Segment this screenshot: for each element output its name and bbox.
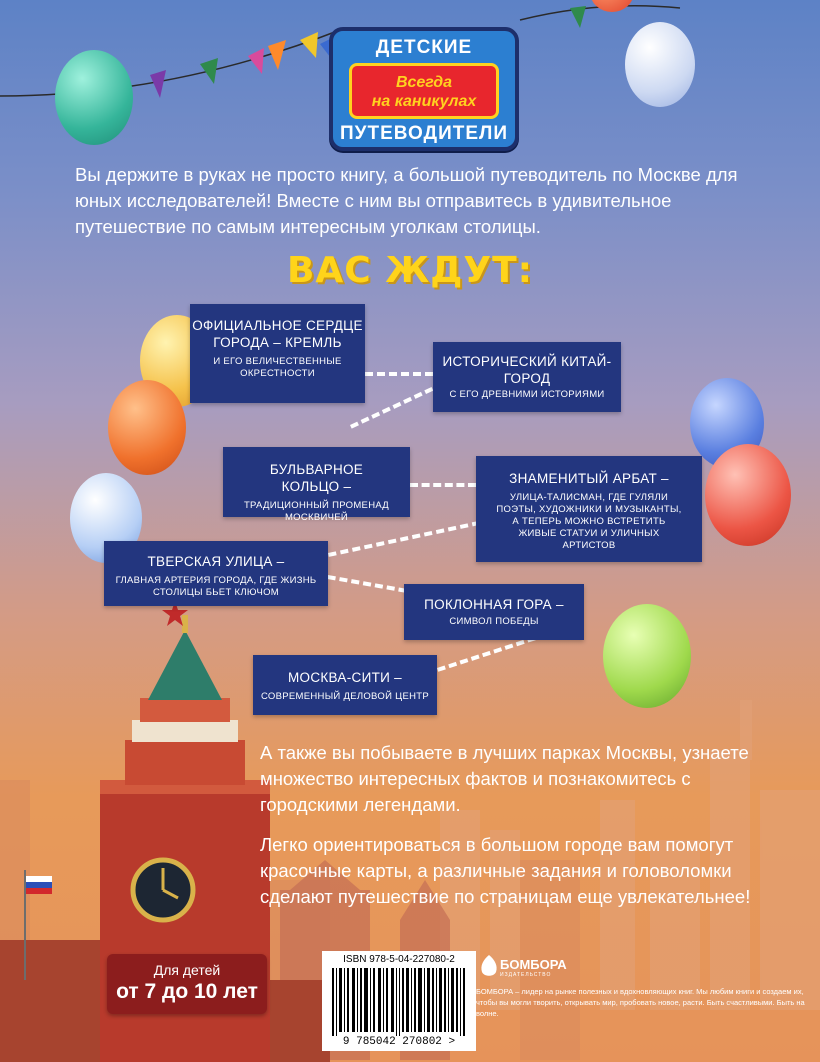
destination-desc: И ЕГО ВЕЛИЧЕСТВЕННЫЕ ОКРЕСТНОСТИ bbox=[213, 356, 342, 379]
connector-dash bbox=[328, 521, 480, 557]
destination-title: ПОКЛОННАЯ ГОРА – bbox=[424, 597, 564, 612]
destination-desc: ГЛАВНАЯ АРТЕРИЯ ГОРОДА, ГДЕ ЖИЗНЬ СТОЛИЦЫ БЬЕТ КЛЮЧОМ bbox=[115, 575, 317, 598]
logo-line1: Всегда bbox=[395, 74, 453, 91]
destination-desc: СИМВОЛ ПОБЕДЫ bbox=[449, 616, 539, 627]
isbn-barcode bbox=[322, 951, 476, 1051]
publisher-description: БОМБОРА – лидер на рынке полезных и вдохновляющих книг. Мы любим книги и создаем их, чтобы вы могли творить, открывать мир, пробовать новое, расти. Быть счастливыми. Быть на волне. bbox=[476, 987, 805, 1018]
destination-title: ЗНАМЕНИТЫЙ АРБАТ – bbox=[509, 471, 669, 486]
publisher-title: БОМБОРА bbox=[500, 957, 567, 972]
destination-title: МОСКВА-СИТИ – bbox=[288, 670, 402, 685]
paragraph-maps: Легко ориентироваться в большом городе вам помогут красочные карты, а различные задания и головоломки сделают путешествие по страницам еще увлекательнее! bbox=[260, 834, 751, 907]
balloon-red-icon bbox=[705, 444, 791, 546]
publisher-logo-icon bbox=[478, 954, 500, 980]
destination-kremlin bbox=[190, 304, 365, 403]
logo-line2: на каникулах bbox=[371, 93, 477, 110]
logo-inner-badge bbox=[349, 63, 499, 119]
destination-desc: СОВРЕМЕННЫЙ ДЕЛОВОЙ ЦЕНТР bbox=[260, 691, 430, 702]
age-line1: Для детей bbox=[153, 962, 221, 978]
destination-title: ТВЕРСКАЯ УЛИЦА – bbox=[147, 554, 285, 569]
connector-dash bbox=[410, 483, 476, 487]
isbn-text: ISBN 978-5-04-227080-2 bbox=[343, 954, 455, 965]
destination-desc: С ЕГО ДРЕВНИМИ ИСТОРИЯМИ bbox=[449, 389, 605, 400]
destination-arbat bbox=[476, 456, 702, 562]
balloon-green-icon bbox=[603, 604, 691, 708]
destination-tverskaya bbox=[104, 541, 328, 606]
destination-desc: УЛИЦА-ТАЛИСМАН, ГДЕ ГУЛЯЛИ ПОЭТЫ, ХУДОЖНИКИ И МУЗЫКАНТЫ, А ТЕПЕРЬ МОЖНО ВСТРЕТИТЬ ЖИВЫЕ СТАТУИ И УЛИЧНЫХ АРТИСТОВ bbox=[496, 492, 682, 551]
age-badge bbox=[107, 954, 267, 1014]
barcode-number: 9 785042 270802 > bbox=[342, 1036, 456, 1048]
destination-title: ИСТОРИЧЕСКИЙ КИТАЙ-ГОРОД bbox=[442, 354, 612, 386]
intro-paragraph: Вы держите в руках не просто книгу, а большой путеводитель по Москве для юных исследователей! Вместе с ним вы отправитесь в удивительное путешествие по самым интересным уголкам столицы. bbox=[75, 164, 738, 237]
balloon-white-icon bbox=[625, 22, 695, 107]
publisher-sub: ИЗДАТЕЛЬСТВО bbox=[500, 972, 552, 978]
destination-desc: ТРАДИЦИОННЫЙ ПРОМЕНАД МОСКВИЧЕЙ bbox=[243, 500, 390, 523]
paragraph-parks: А также вы побываете в лучших парках Москвы, узнаете множество интересных фактов и познакомитесь с городскими легендами. bbox=[260, 742, 749, 815]
balloon-orange-icon bbox=[108, 380, 186, 475]
destination-title: БУЛЬВАРНОЕ КОЛЬЦО – bbox=[269, 462, 364, 494]
connector-dash bbox=[365, 372, 433, 376]
publisher-name bbox=[500, 957, 590, 981]
section-heading: ВАС ЖДУТ: bbox=[286, 250, 534, 291]
logo-bottom-text: ПУТЕВОДИТЕЛИ bbox=[340, 123, 508, 144]
destination-poklonnaya bbox=[404, 584, 584, 640]
destination-bulvarnoe-koltso bbox=[223, 447, 410, 523]
destination-title: ОФИЦИАЛЬНОЕ СЕРДЦЕ ГОРОДА – КРЕМЛЬ bbox=[192, 318, 363, 350]
destination-moskva-siti bbox=[253, 655, 437, 715]
logo-top-text: ДЕТСКИЕ bbox=[375, 37, 473, 58]
balloon-teal-icon bbox=[55, 50, 133, 145]
barcode-icon bbox=[328, 968, 470, 1036]
series-logo bbox=[329, 27, 519, 151]
destination-kitay-gorod bbox=[433, 342, 621, 412]
age-line2: от 7 до 10 лет bbox=[116, 980, 258, 1003]
